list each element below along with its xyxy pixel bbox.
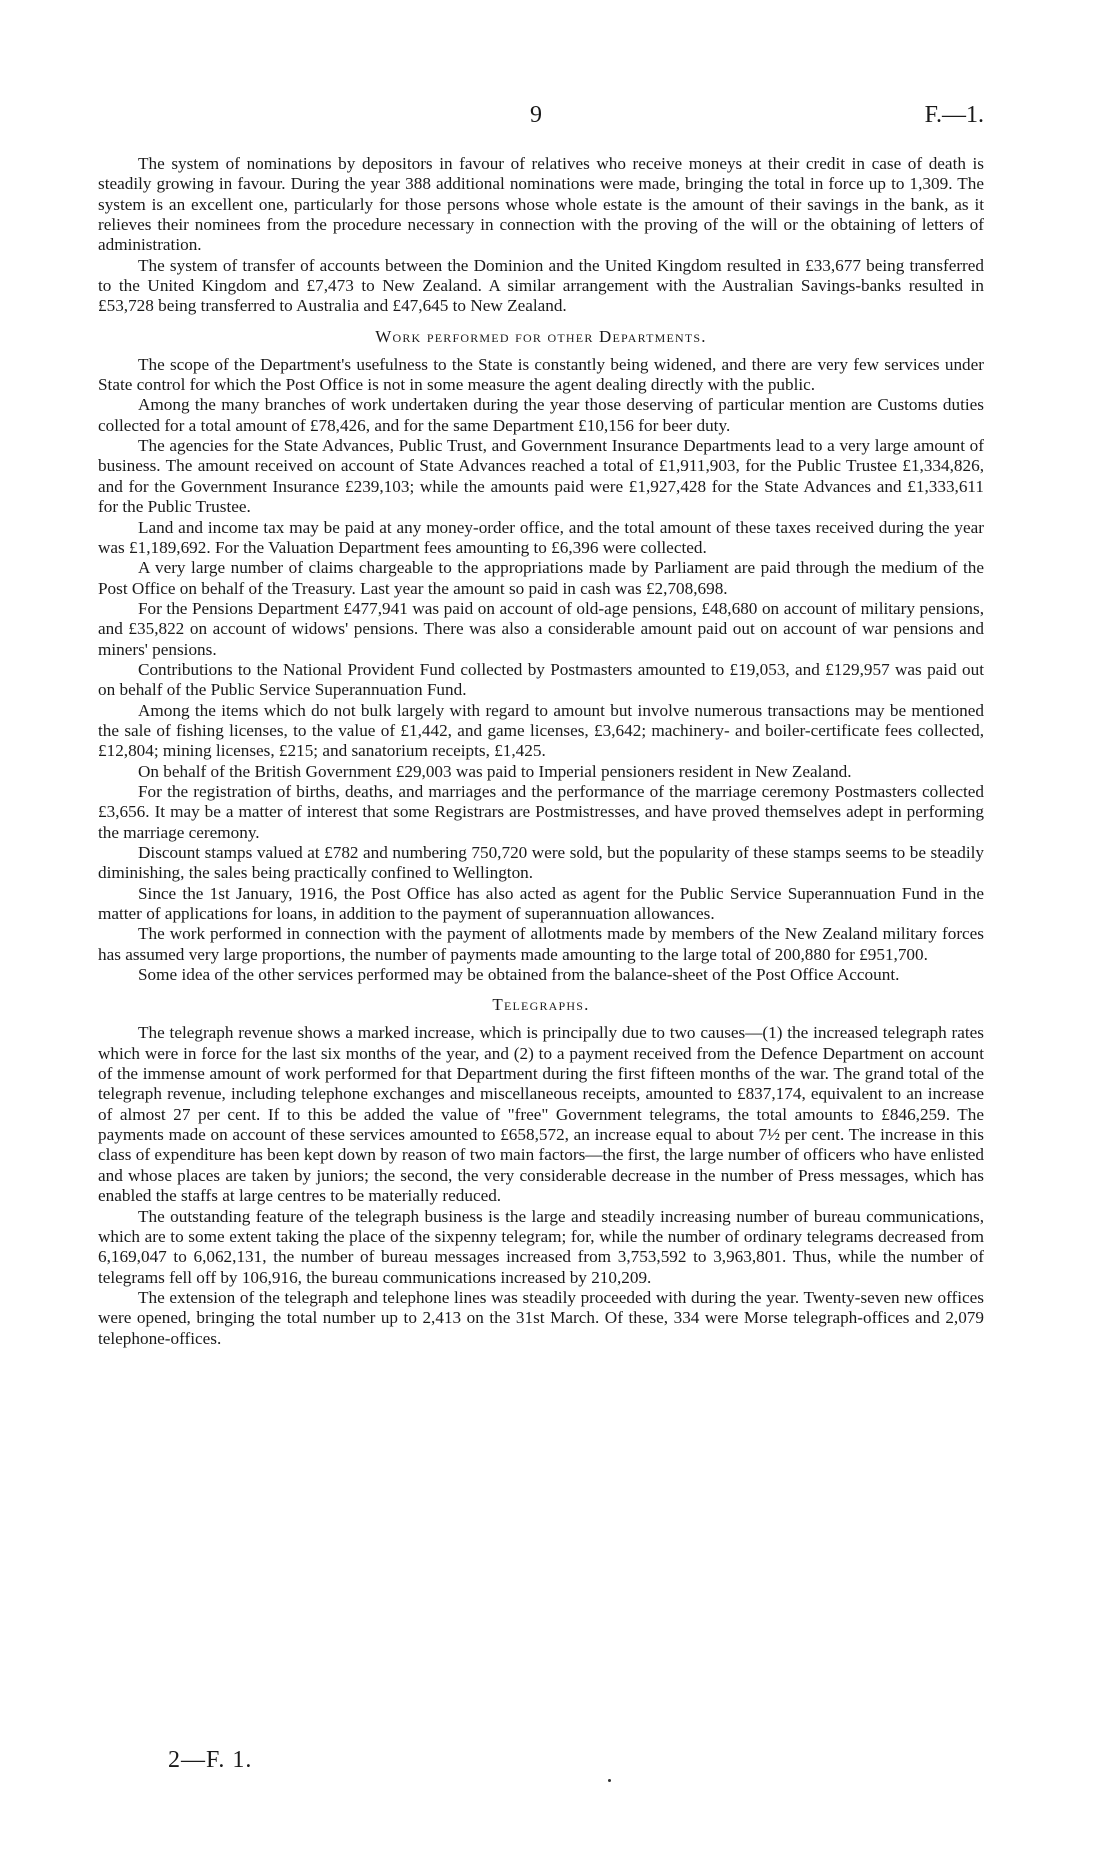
paragraph: The system of transfer of accounts between the Dominion and the United Kingdom resulted in £33,677 being transferred to the United Kingdom and £7,473 to New Zealand. A similar arrangement with the Australian Savings-banks resulted in £53,728 being transferred to Australia and £47,645 to New Zealand. [98,255,984,316]
paragraph: A very large number of claims chargeable to the appropriations made by Parliament are paid through the medium of the Post Office on behalf of the Treasury. Last year the amount so paid in cash was £2,708,698. [98,558,984,598]
paragraph: The work performed in connection with the payment of allotments made by members of the New Zealand military forces has assumed very large proportions, the number of payments made amounting to the large total of 200,880 for £951,700. [98,924,984,964]
paragraph: The telegraph revenue shows a marked increase, which is principally due to two causes—(1) the increased telegraph rates which were in force for the last six months of the year, and (2) to a payment received from the Defence Department on account of the immense amount of work performed for that Department during the first fifteen months of the war. The grand total of the telegraph revenue, including telephone exchanges and miscellaneous receipts, amounted to £837,174, equivalent to an increase of almost 27 per cent. If to this be added the value of "free" Government telegrams, the total amounts to £846,259. The payments made on account of these services amounted to £658,572, an increase equal to about 7½ per cent. The increase in this class of expenditure has been kept down by reason of two main factors—the first, the large number of officers who have enlisted and whose places are taken by juniors; the second, the very considerable decrease in the number of Press messages, which has enabled the staffs at large centres to be materially reduced. [98,1023,984,1206]
section-heading-work-performed: Work performed for other Departments. [375,326,707,346]
paragraph: On behalf of the British Government £29,003 was paid to Imperial pensioners resident in New Zealand. [138,761,852,781]
section-code: F.—1. [924,102,984,128]
body-text [98,154,984,1349]
paragraph: Contributions to the National Provident Fund collected by Postmasters amounted to £19,053, and £129,957 was paid out on behalf of the Public Service Superannuation Fund. [98,659,984,700]
paragraph: Discount stamps valued at £782 and numbering 750,720 were sold, but the popularity of these stamps seems to be steadily diminishing, the sales being practically confined to Wellington. [98,843,984,883]
paragraph: Land and income tax may be paid at any money-order office, and the total amount of these taxes received during the year was £1,189,692. For the Valuation Department fees amounting to £6,396 were collected. [98,517,984,557]
paragraph: The extension of the telegraph and telephone lines was steadily proceeded with during the year. Twenty-seven new offices were opened, bringing the total number up to 2,413 on the 31st March. Of these, 334 were Morse telegraph-offices and 2,079 telephone-offices. [98,1287,984,1348]
paragraph: Since the 1st January, 1916, the Post Office has also acted as agent for the Public Service Superannuation Fund in the matter of applications for loans, in addition to the payment of superannuation allowances. [98,883,984,924]
signature-mark: 2—F. 1. [168,1747,253,1773]
page-header [98,102,984,138]
paragraph: The scope of the Department's usefulness to the State is constantly being widened, and there are very few services under State control for which the Post Office is not in some measure the agent dealing directly with the public. [98,354,984,395]
section-heading-telegraphs: Telegraphs. [492,995,590,1015]
printer-dot [608,1779,611,1782]
paragraph: The outstanding feature of the telegraph business is the large and steadily increasing number of bureau communications, which are to some extent taking the place of the sixpenny telegram; for, while the number of ordinary telegrams decreased from 6,169,047 to 6,062,131, the number of bureau messages increased from 3,753,592 to 3,963,801. Thus, while the number of telegrams fell off by 106,916, the bureau communications increased by 210,209. [98,1206,984,1287]
paragraph: The system of nominations by depositors in favour of relatives who receive moneys at their credit in case of death is steadily growing in favour. During the year 388 additional nominations were made, bringing the total in force up to 1,309. The system is an excellent one, particularly for those persons whose whole estate is the amount of their savings in the bank, as it relieves their nominees from the procedure necessary in connection with the proving of the will or the obtaining of letters of administration. [98,154,984,255]
paragraph: Among the items which do not bulk largely with regard to amount but involve numerous transactions may be mentioned the sale of fishing licenses, to the value of £1,442, and game licenses, £3,642; machinery- and boiler-certificate fees collected, £12,804; mining licenses, £215; and sanatorium receipts, £1,425. [98,700,984,761]
paragraph: Some idea of the other services performed may be obtained from the balance-sheet of the Post Office Account. [138,965,900,985]
paragraph: Among the many branches of work undertaken during the year those deserving of particular mention are Customs duties collected for a total amount of £78,426, and for the same Department £10,156 for beer duty. [98,395,984,435]
paragraph: The agencies for the State Advances, Public Trust, and Government Insurance Departments lead to a very large amount of business. The amount received on account of State Advances reached a total of £1,911,903, for the Public Trustee £1,334,826, and for the Government Insurance £239,103; while the amounts paid were £1,927,428 for the State Advances and £1,333,611 for the Public Trustee. [98,436,984,517]
paragraph: For the Pensions Department £477,941 was paid on account of old-age pensions, £48,680 on account of military pensions, and £35,822 on account of widows' pensions. There was also a considerable amount paid out on account of war pensions and miners' pensions. [98,598,984,659]
page-number: 9 [530,102,542,128]
paragraph: For the registration of births, deaths, and marriages and the performance of the marriage ceremony Postmasters collected £3,656. It may be a matter of interest that some Registrars are Postmistresses, and have proved themselves adept in performing the marriage ceremony. [98,781,984,842]
